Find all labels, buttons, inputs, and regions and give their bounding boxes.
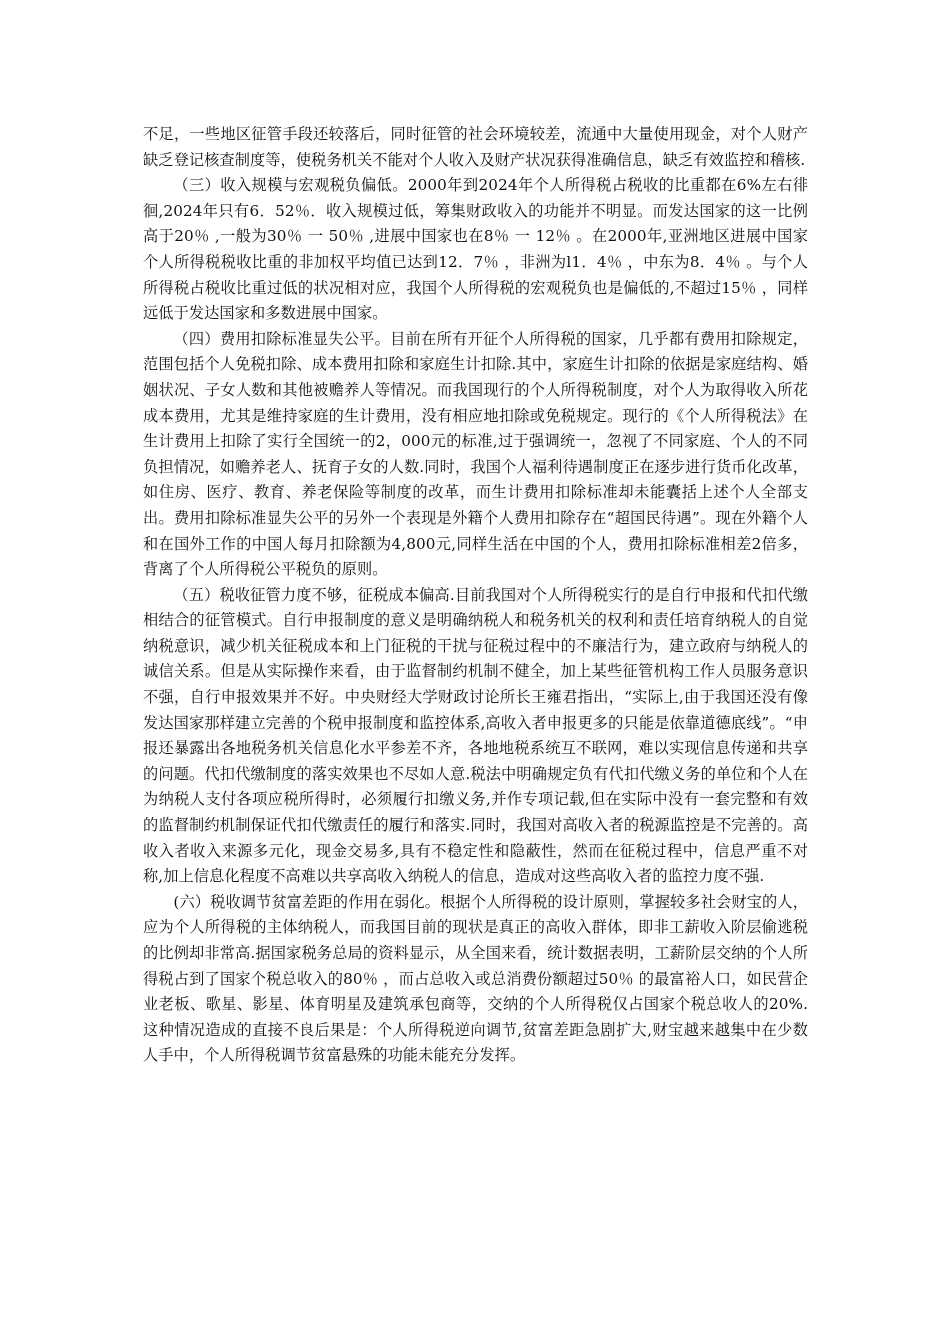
paragraph-revenue-scale: （三）收入规模与宏观税负偏低。2000年到2024年个人所得税占税收的比重都在6%左右徘徊,2024年只有6．52％．收入规模过低，筹集财政收入的功能并不明显。而发达国家的这一比例高于20％ ,一般为30％ 一 50％ ,进展中国家也在8％ 一 12％ 。在2000年,亚洲地区进展中国家个人所得税税收比重的非加权平均值已达到12．7％ ，非洲为l1．4％ ，中东为8．4％ 。与个人所得税占税收比重过低的状况相对应，我国个人所得税的宏观税负也是偏低的,不超过15％ ，同样远低于发达国家和多数进展中国家。 <box>143 176 808 323</box>
paragraph-wealth-gap: (六）税收调节贫富差距的作用在弱化。根据个人所得税的设计原则，掌握较多社会财宝的人，应为个人所得税的主体纳税人，而我国目前的现状是真正的高收入群体，即非工薪收入阶层偷逃税的比例却非常高.据国家税务总局的资料显示，从全国来看，统计数据表明，工薪阶层交纳的个人所得税占到了国家个税总收入的80％ ，而占总收入或总消费份额超过50％ 的最富裕人口，如民营企业老板、歌星、影星、体育明星及建筑承包商等，交纳的个人所得税仅占国家个税总收人的20%.这种情况造成的直接不良后果是：个人所得税逆向调节,贫富差距急剧扩大,财宝越来越集中在少数人手中，个人所得税调节贫富悬殊的功能未能充分发挥。 <box>143 892 808 1065</box>
paragraph-tax-administration: （五）税收征管力度不够，征税成本偏高.目前我国对个人所得税实行的是自行申报和代扣代缴相结合的征管模式。自行申报制度的意义是明确纳税人和税务机关的权利和责任培育纳税人的自觉纳税意识，减少机关征税成本和上门征税的干扰与征税过程中的不廉洁行为，建立政府与纳税人的诚信关系。但是从实际操作来看，由于监督制约机制不健全，加上某些征管机构工作人员服务意识不强，自行申报效果并不好。中央财经大学财政讨论所长王雍君指出，“实际上,由于我国还没有像发达国家那样建立完善的个税申报制度和监控体系,高收入者申报更多的只能是依靠道德底线”。“申报还暴露出各地税务机关信息化水平参差不齐，各地地税系统互不联网，难以实现信息传递和共享的问题。代扣代缴制度的落实效果也不尽如人意.税法中明确规定负有代扣代缴义务的单位和个人在为纳税人支付各项应税所得时，必须履行扣缴义务,并作专项记载,但在实际中没有一套完整和有效的监督制约机制保证代扣代缴责任的履行和落实.同时，我国对高收入者的税源监控是不完善的。高收入者收入来源多元化，现金交易多,具有不稳定性和隐蔽性，然而在征税过程中，信息严重不对称,加上信息化程度不高难以共享高收入纳税人的信息，造成对这些高收入者的监控力度不强. <box>143 585 808 886</box>
document-page <box>143 122 808 1069</box>
paragraph-continuation: 不足，一些地区征管手段还较落后，同时征管的社会环境较差，流通中大量使用现金，对个人财产缺乏登记核查制度等，使税务机关不能对个人收入及财产状况获得准确信息，缺乏有效监控和稽核. <box>143 125 808 169</box>
paragraph-deduction-standard: （四）费用扣除标准显失公平。目前在所有开征个人所得税的国家，几乎都有费用扣除规定，范围包括个人免税扣除、成本费用扣除和家庭生计扣除.其中，家庭生计扣除的依据是家庭结构、婚姻状况、子女人数和其他被赡养人等情况。而我国现行的个人所得税制度，对个人为取得收入所花成本费用，尤其是维持家庭的生计费用，没有相应地扣除或免税规定。现行的《个人所得税法》在生计费用上扣除了实行全国统一的2，000元的标准,过于强调统一，忽视了不同家庭、个人的不同负担情况，如赡养老人、抚育子女的人数.同时，我国个人福利待遇制度正在逐步进行货币化改革，如住房、医疗、教育、养老保险等制度的改革，而生计费用扣除标准却未能囊括上述个人全部支出。费用扣除标准显失公平的另外一个表现是外籍个人费用扣除存在“超国民待遇”。现在外籍个人和在国外工作的中国人每月扣除额为4,800元,同样生活在中国的个人，费用扣除标准相差2倍多，背离了个人所得税公平税负的原则。 <box>143 329 808 579</box>
